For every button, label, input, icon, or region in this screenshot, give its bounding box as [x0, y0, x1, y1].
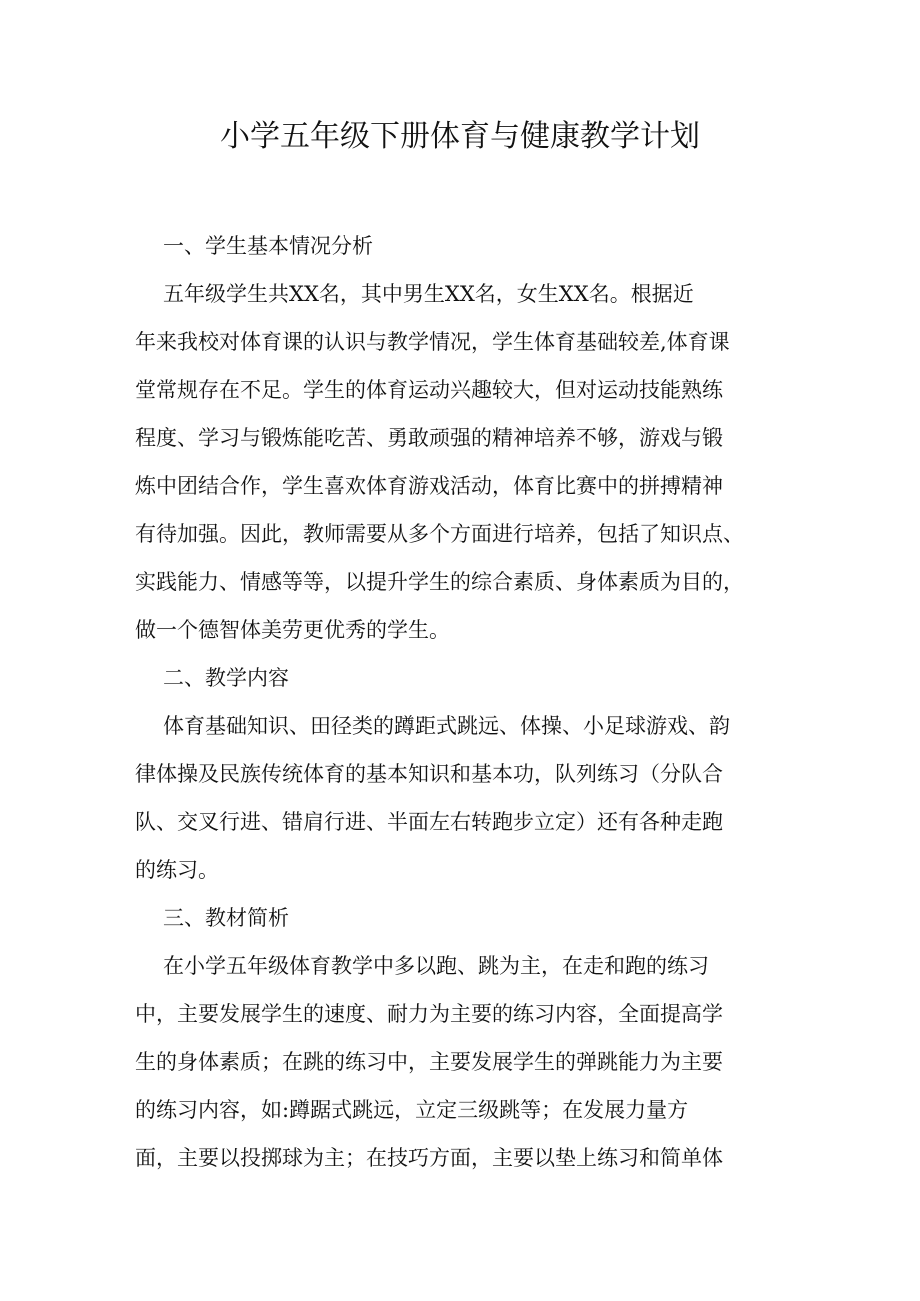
- paragraph-line: 体育基础知识、田径类的蹲距式跳远、体操、小足球游戏、韵: [163, 714, 730, 738]
- paragraph-line: 程度、学习与锻炼能吃苦、勇敢顽强的精神培养不够，游戏与锻: [135, 426, 723, 450]
- section-teaching-content: [135, 654, 810, 894]
- paragraph-line: 有待加强。因此，教师需要从多个方面进行培养，包括了知识点、: [135, 522, 744, 546]
- paragraph-line: 队、交叉行进、错肩行进、半面左右转跑步立定）还有各种走跑: [135, 810, 723, 834]
- paragraph-line: 实践能力、情感等等，以提升学生的综合素质、身体素质为目的，: [135, 570, 744, 594]
- section-heading: 三、教材简析: [163, 906, 289, 930]
- section-paragraph: [135, 942, 810, 1182]
- paragraph-line: 炼中团结合作，学生喜欢体育游戏活动，体育比赛中的拼搏精神: [135, 474, 723, 498]
- paragraph-line: 律体操及民族传统体育的基本知识和基本功，队列练习（分队合: [135, 762, 723, 786]
- paragraph-line: 中，主要发展学生的速度、耐力为主要的练习内容，全面提高学: [135, 1002, 723, 1026]
- section-student-analysis: [135, 222, 810, 654]
- paragraph-line: 面，主要以投掷球为主；在技巧方面，主要以垫上练习和简单体: [135, 1146, 723, 1170]
- section-paragraph: [135, 702, 810, 894]
- paragraph-line: 堂常规存在不足。学生的体育运动兴趣较大，但对运动技能熟练: [135, 378, 723, 402]
- paragraph-line: 五年级学生共XX名，其中男生XX名，女生XX名。根据近: [163, 282, 694, 306]
- document-body: [135, 222, 810, 1182]
- section-material-analysis: [135, 894, 810, 1182]
- section-paragraph: [135, 270, 810, 654]
- section-heading: 一、学生基本情况分析: [163, 234, 373, 258]
- paragraph-line: 做一个德智体美劳更优秀的学生。: [135, 618, 450, 642]
- paragraph-line: 的练习内容，如:蹲踞式跳远，立定三级跳等；在发展力量方: [135, 1098, 689, 1122]
- paragraph-line: 年来我校对体育课的认识与教学情况，学生体育基础较差,体育课: [135, 330, 730, 354]
- section-heading: 二、教学内容: [163, 666, 289, 690]
- paragraph-line: 的练习。: [135, 858, 219, 882]
- document-title: 小学五年级下册体育与健康教学计划: [220, 119, 700, 154]
- paragraph-line: 在小学五年级体育教学中多以跑、跳为主，在走和跑的练习: [163, 954, 709, 978]
- paragraph-line: 生的身体素质；在跳的练习中，主要发展学生的弹跳能力为主要: [135, 1050, 723, 1074]
